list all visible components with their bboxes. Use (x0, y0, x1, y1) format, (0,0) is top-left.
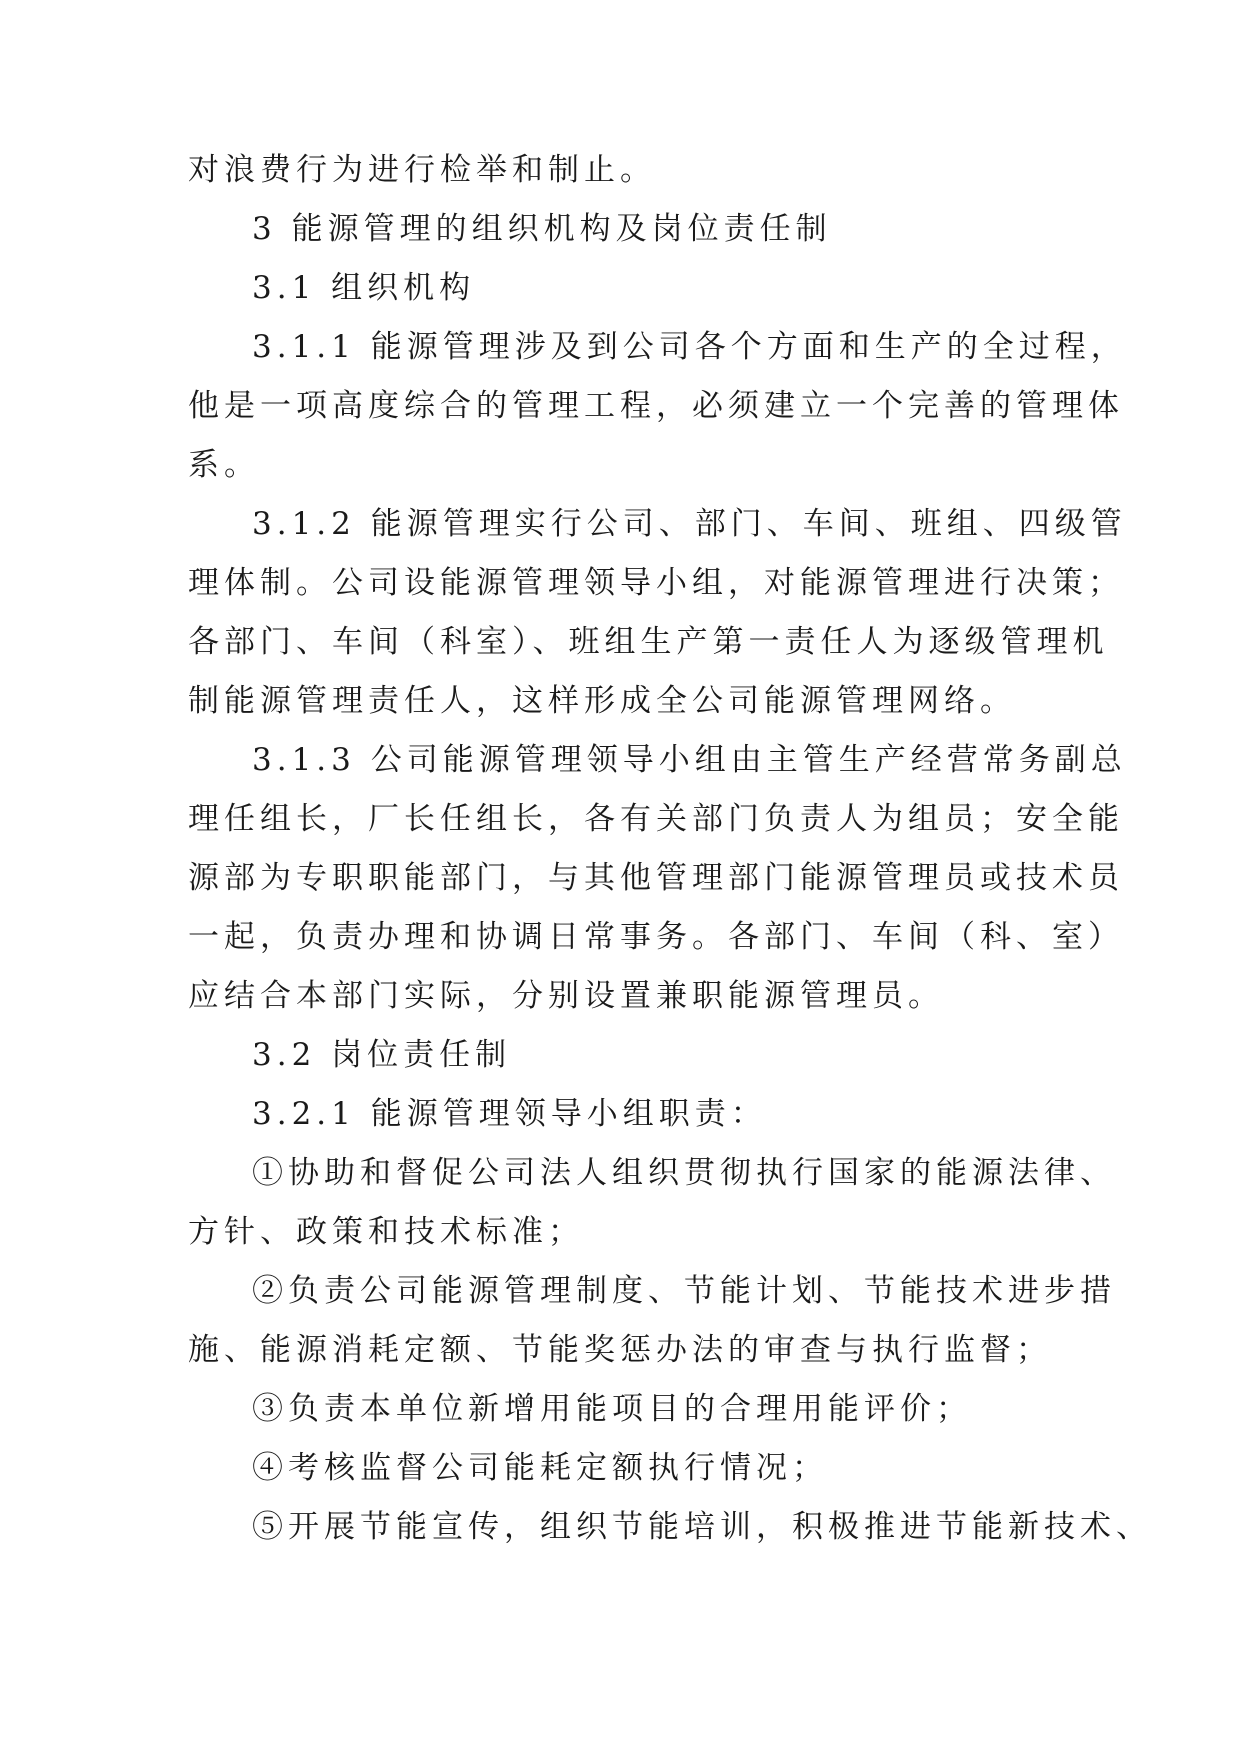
list-item: ③负责本单位新增用能项目的合理用能评价； (252, 1391, 972, 1427)
text-line: 一起，负责办理和协调日常事务。各部门、车间（科、室） (188, 919, 1124, 955)
text-line: 制能源管理责任人，这样形成全公司能源管理网络。 (188, 683, 1016, 719)
text-line: 应结合本部门实际，分别设置兼职能源管理员。 (188, 978, 944, 1014)
text-line: 他是一项高度综合的管理工程，必须建立一个完善的管理体 (188, 388, 1124, 424)
text-line: 系。 (188, 447, 260, 483)
text-line: 方针、政策和技术标准； (188, 1214, 584, 1250)
text-line: 3.1.2 能源管理实行公司、部门、车间、班组、四级管 (252, 506, 1127, 542)
text-line: 3.2.1 能源管理领导小组职责： (252, 1096, 767, 1132)
text-line: 3.1.3 公司能源管理领导小组由主管生产经营常务副总 (252, 742, 1127, 778)
list-item: ④考核监督公司能耗定额执行情况； (252, 1450, 828, 1486)
list-item: ①协助和督促公司法人组织贯彻执行国家的能源法律、 (252, 1155, 1116, 1191)
text-line: 各部门、车间（科室）、班组生产第一责任人为逐级管理机 (188, 624, 1109, 660)
list-item: ⑤开展节能宣传，组织节能培训，积极推进节能新技术、 (252, 1509, 1152, 1545)
section-heading: 3 能源管理的组织机构及岗位责任制 (252, 211, 832, 247)
text-line: 施、能源消耗定额、节能奖惩办法的审查与执行监督； (188, 1332, 1052, 1368)
text-line: 3.1.1 能源管理涉及到公司各个方面和生产的全过程， (252, 329, 1127, 365)
text-line: 理体制。公司设能源管理领导小组，对能源管理进行决策； (188, 565, 1124, 601)
text-line: 对浪费行为进行检举和制止。 (188, 152, 656, 188)
list-item: ②负责公司能源管理制度、节能计划、节能技术进步措 (252, 1273, 1116, 1309)
subsection-heading: 3.2 岗位责任制 (252, 1037, 512, 1073)
subsection-heading: 3.1 组织机构 (252, 270, 476, 306)
text-line: 源部为专职职能部门，与其他管理部门能源管理员或技术员 (188, 860, 1124, 896)
text-line: 理任组长，厂长任组长，各有关部门负责人为组员；安全能 (188, 801, 1124, 837)
